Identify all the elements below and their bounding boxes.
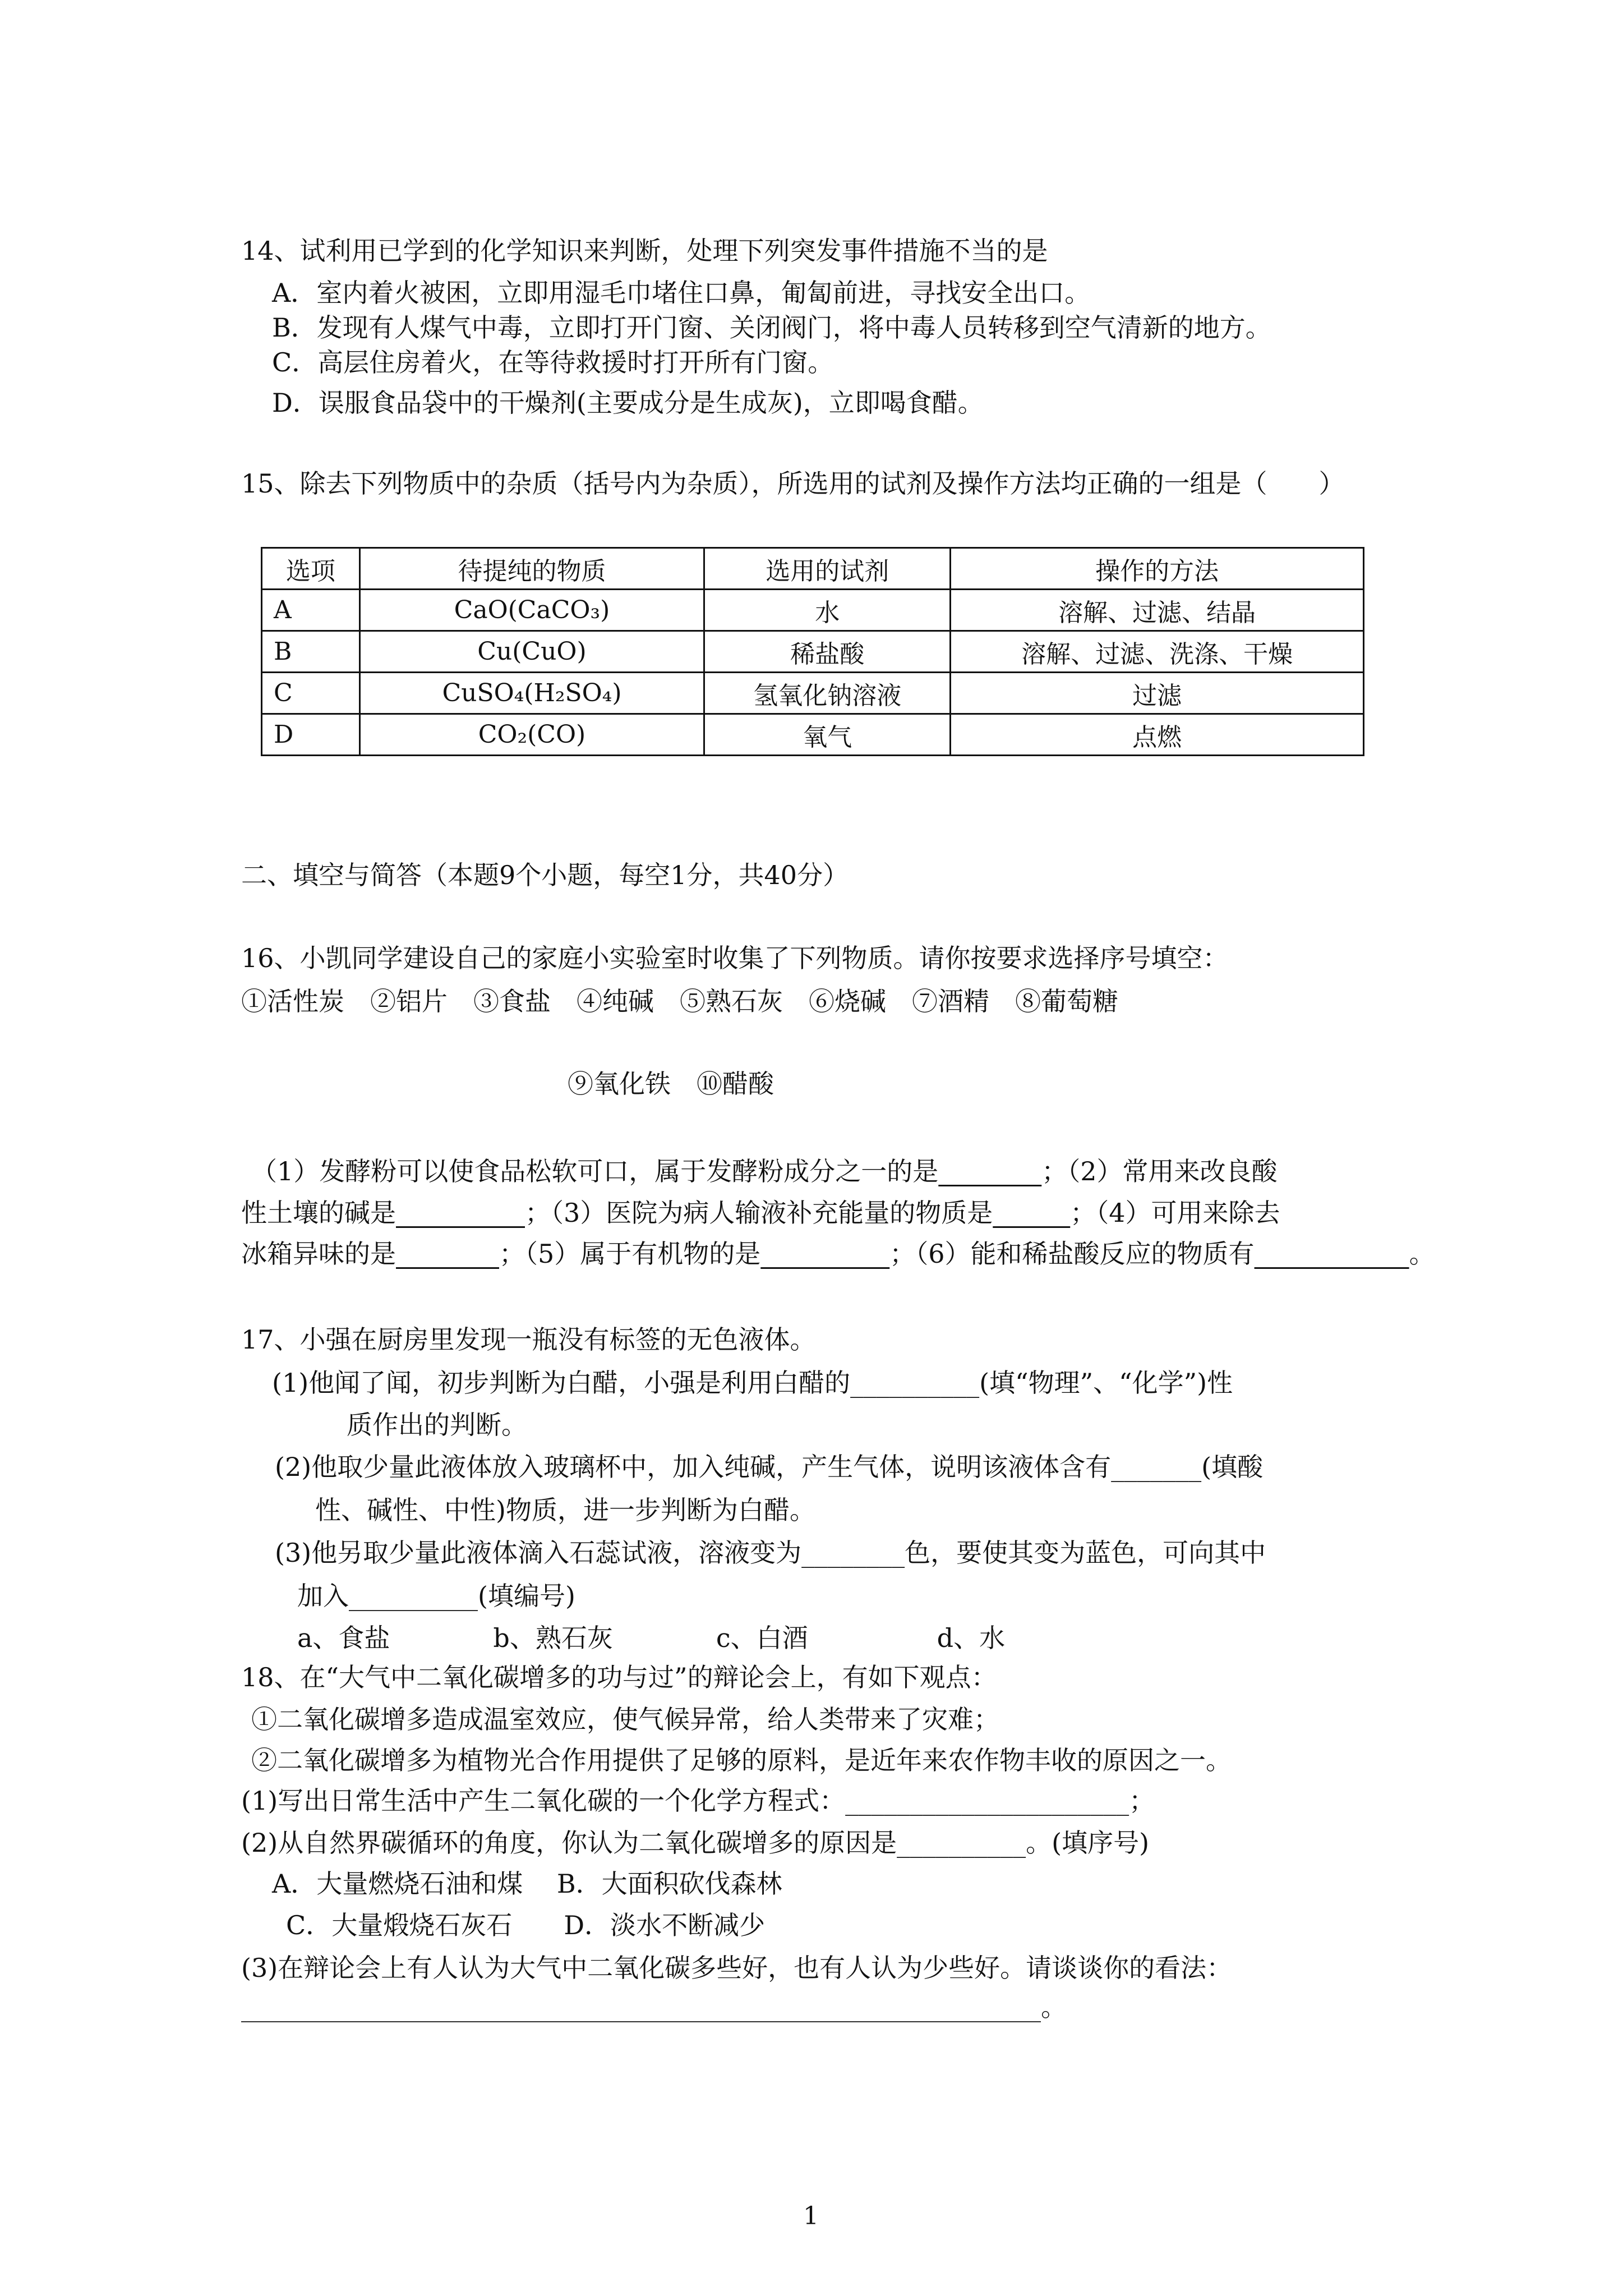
table-header-row [262, 548, 1364, 590]
cell-reagent: 氢氧化钠溶液 [704, 673, 951, 714]
q16-line-3 [241, 1237, 1435, 1271]
header-reagent: 选用的试剂 [704, 548, 951, 590]
q16-blank-2[interactable] [396, 1198, 525, 1228]
cell-reagent: 水 [704, 590, 951, 631]
q16-blank-3[interactable] [993, 1198, 1070, 1228]
q18-stem: 18、在“大气中二氧化碳增多的功与过”的辩论会上，有如下观点： [241, 1662, 997, 1692]
cell-substance: CO₂(CO) [359, 714, 704, 756]
q17-part1-line1: (1)他闻了闻，初步判断为白醋，小强是利用白醋的__________(填“物理”、“化学”)性 [272, 1368, 1233, 1398]
cell-substance: CaO(CaCO₃) [359, 590, 704, 631]
q14-option-c: C．高层住房着火，在等待救援时打开所有门窗。 [272, 347, 834, 378]
cell-substance: Cu(CuO) [359, 631, 704, 673]
cell-option: C [262, 673, 360, 714]
page-number: 1 [803, 2202, 819, 2230]
q14-stem: 14、试利用已学到的化学知识来判断，处理下列突发事件措施不当的是 [241, 236, 1048, 266]
q16-line-2 [241, 1196, 1280, 1230]
q16-text: ；（3）医院为病人输液补充能量的物质是 [525, 1198, 993, 1228]
q16-text: （1）发酵粉可以使食品松软可口，属于发酵粉成分之一的是 [251, 1156, 939, 1186]
q18-options-cd: C．大量煅烧石灰石 D．淡水不断减少 [286, 1910, 766, 1940]
q16-items-line1: ①活性炭 ②铝片 ③食盐 ④纯碱 ⑤熟石灰 ⑥烧碱 ⑦酒精 ⑧葡萄糖 [241, 986, 1118, 1016]
q16-text: ；（6）能和稀盐酸反应的物质有 [889, 1239, 1255, 1269]
q15-stem: 15、除去下列物质中的杂质（括号内为杂质），所选用的试剂及操作方法均正确的一组是（ ） [241, 468, 1345, 499]
q17-stem: 17、小强在厨房里发现一瓶没有标签的无色液体。 [241, 1324, 816, 1355]
q16-text: 性土壤的碱是 [241, 1198, 396, 1228]
q18-options-ab: A．大量燃烧石油和煤 B．大面积砍伐森林 [272, 1869, 782, 1899]
q15-options-table [261, 547, 1364, 756]
q16-text: ；（4）可用来除去 [1070, 1198, 1280, 1228]
cell-method: 溶解、过滤、洗涤、干燥 [951, 631, 1364, 673]
q18-answer-line[interactable]: ______________________________________________________________。 [241, 1992, 1067, 2022]
table-row [262, 714, 1364, 756]
table-row [262, 590, 1364, 631]
cell-reagent: 氧气 [704, 714, 951, 756]
cell-substance: CuSO₄(H₂SO₄) [359, 673, 704, 714]
cell-option: A [262, 590, 360, 631]
section-2-heading: 二、填空与简答（本题9个小题，每空1分，共40分） [241, 860, 849, 890]
q16-blank-5[interactable] [760, 1239, 889, 1269]
q17-part2-line2: 性、碱性、中性)物质，进一步判断为白醋。 [315, 1495, 815, 1525]
header-option: 选项 [262, 548, 360, 590]
q16-items-line2: ⑨氧化铁 ⑩醋酸 [568, 1069, 774, 1099]
cell-method: 点燃 [951, 714, 1364, 756]
q18-part2: (2)从自然界碳循环的角度，你认为二氧化碳增多的原因是__________。(填序号) [241, 1828, 1150, 1858]
cell-reagent: 稀盐酸 [704, 631, 951, 673]
q14-option-a: A．室内着火被困，立即用湿毛巾堵住口鼻，匍匐前进，寻找安全出口。 [272, 278, 1091, 308]
q14-option-b: B．发现有人煤气中毒，立即打开门窗、关闭阀门，将中毒人员转移到空气清新的地方。 [272, 312, 1271, 343]
q14-option-d: D．误服食品袋中的干燥剂(主要成分是生成灰)，立即喝食醋。 [272, 388, 984, 418]
q18-view-1: ①二氧化碳增多造成温室效应，使气候异常，给人类带来了灾难； [251, 1704, 999, 1734]
table-row [262, 673, 1364, 714]
q18-part3: (3)在辩论会上有人认为大气中二氧化碳多些好，也有人认为少些好。请谈谈你的看法： [241, 1953, 1233, 1983]
q17-part1-line2: 质作出的判断。 [347, 1410, 527, 1440]
table-row [262, 631, 1364, 673]
q16-text: 冰箱异味的是 [241, 1239, 396, 1269]
q17-part3-line1: (3)他另取少量此液体滴入石蕊试液，溶液变为________色，要使其变为蓝色，可向其中 [275, 1538, 1266, 1568]
q17-options: a、食盐 b、熟石灰 c、白酒 d、水 [297, 1623, 1006, 1653]
cell-option: D [262, 714, 360, 756]
q17-part3-line2: 加入__________(填编号) [297, 1581, 575, 1611]
cell-method: 过滤 [951, 673, 1364, 714]
q17-part2-line1: (2)他取少量此液体放入玻璃杯中，加入纯碱，产生气体，说明该液体含有_______(填酸 [275, 1452, 1264, 1482]
q16-text: 。 [1409, 1239, 1435, 1269]
q16-text: ；（5）属于有机物的是 [499, 1239, 761, 1269]
header-method: 操作的方法 [951, 548, 1364, 590]
q16-blank-4[interactable] [396, 1239, 499, 1269]
q18-part1: (1)写出日常生活中产生二氧化碳的一个化学方程式：______________________； [241, 1786, 1155, 1816]
q16-text: ；（2）常用来改良酸 [1041, 1156, 1278, 1186]
q18-view-2: ②二氧化碳增多为植物光合作用提供了足够的原料，是近年来农作物丰收的原因之一。 [251, 1745, 1232, 1775]
header-substance: 待提纯的物质 [359, 548, 704, 590]
q16-blank-6[interactable] [1255, 1239, 1409, 1269]
cell-method: 溶解、过滤、结晶 [951, 590, 1364, 631]
q16-blank-1[interactable] [938, 1156, 1041, 1186]
cell-option: B [262, 631, 360, 673]
q16-line-1 [251, 1154, 1278, 1188]
q16-stem: 16、小凯同学建设自己的家庭小实验室时收集了下列物质。请你按要求选择序号填空： [241, 943, 1229, 973]
